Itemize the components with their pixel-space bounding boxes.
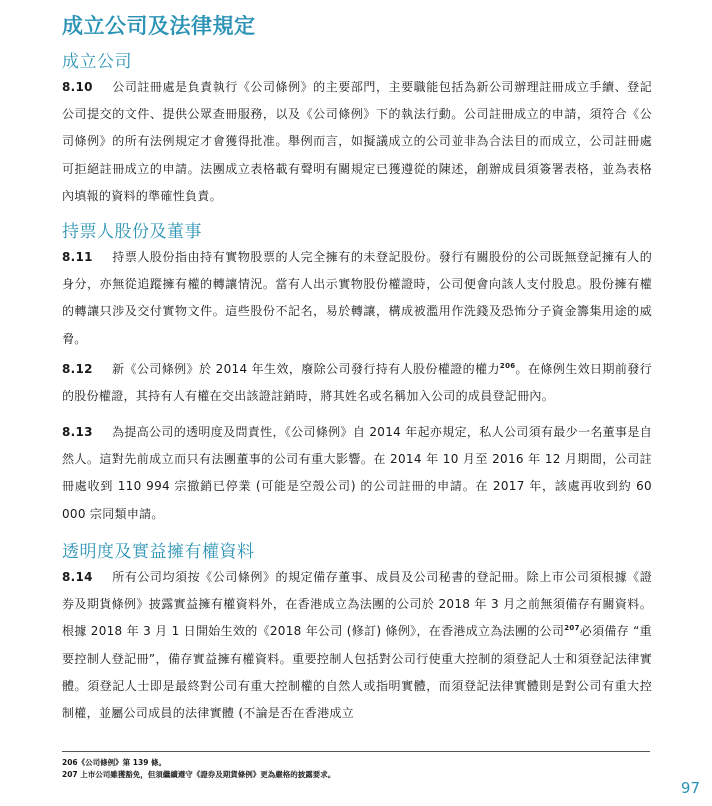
paragraph-number: 8.14 (62, 570, 93, 584)
paragraph-number: 8.10 (62, 80, 93, 94)
paragraph-text-cont: 必須備存 “重要控制人登記冊”，備存實益擁有權資料。重要控制人包括對公司行使重大控制的須登記人士和須登記法律實體。須登記人士即是最終對公司有重大控制權的自然人或指明實體，而須登記法律實體則是對公司有重大控制權，並屬公司成員的法律實體 (不論是否在香港成立 (62, 624, 652, 721)
section-heading-transparency: 透明度及實益擁有權資料 (62, 542, 255, 562)
paragraph-number: 8.11 (62, 250, 93, 264)
footnote-206: 206《公司條例》第 139 條。 (62, 758, 167, 767)
section-heading-bearer-shares: 持票人股份及董事 (62, 222, 202, 242)
footnote-ref-206: 206 (499, 362, 516, 370)
paragraph-8-12 (62, 356, 652, 410)
footnote-ref-207: 207 (564, 624, 580, 633)
paragraph-text-cont: 。在條例生效日期前發行的股份權證，其持有人有權在交出該證註銷時，將其姓名或名稱加入公司的成員登記冊內。 (62, 362, 652, 404)
paragraph-text: 所有公司均須按《公司條例》的規定備存董事、成員及公司秘書的登記冊。除上市公司須根據《證券及期貨條例》披露實益擁有權資料外，在香港成立為法團的公司於 2018 年 3 月之前無須備存有關資料。根據 2018 年 3 月 1 日開始生效的《2018 年公司 (修訂) 條例》，在香港成立為法團的公司 (62, 570, 652, 639)
paragraph-number: 8.12 (62, 362, 93, 376)
paragraph-8-14 (62, 564, 652, 727)
paragraph-8-11 (62, 244, 652, 353)
paragraph-number: 8.13 (62, 425, 93, 439)
paragraph-text: 公司註冊處是負責執行《公司條例》的主要部門，主要職能包括為新公司辦理註冊成立手續、登記公司提交的文件、提供公眾查冊服務，以及《公司條例》下的執法行動。公司註冊成立的申請，須符合《公司條例》的所有法例規定才會獲得批准。舉例而言，如擬議成立的公司並非為合法目的而成立，公司註冊處可拒絕註冊成立的申請。法團成立表格載有聲明有關規定已獲遵從的陳述，創辦成員須簽署表格，並為表格內填報的資料的準確性負責。 (62, 80, 652, 203)
paragraph-text: 為提高公司的透明度及問責性，《公司條例》自 2014 年起亦規定，私人公司須有最少一名董事是自然人。這對先前成立而只有法團董事的公司有重大影響。在 2014 年 10 月至 2016 年 12 月期間，公司註冊處收到 110 994 宗撤銷已停業 (可能是空殼公司) 的公司註冊的申請。在 2017 年，該處再收到約 60 000 宗同類申請。 (62, 425, 652, 521)
page-number: 97 (680, 779, 700, 797)
page-title: 成立公司及法律規定 (62, 14, 256, 38)
paragraph-8-13 (62, 419, 652, 528)
paragraph-text: 新《公司條例》於 2014 年生效，廢除公司發行持有人股份權證的權力 (112, 362, 500, 376)
paragraph-text: 持票人股份指由持有實物股票的人完全擁有的未登記股份。發行有關股份的公司既無登記擁有人的身分，亦無從追蹤擁有權的轉讓情況。當有人出示實物股份權證時，公司便會向該人支付股息。股份擁有權的轉讓只涉及交付實物文件。這些股份不記名，易於轉讓，構成被濫用作洗錢及恐怖分子資金籌集用途的威脅。 (62, 250, 652, 346)
footnote-divider (62, 751, 650, 752)
footnote-207: 207 上市公司雖獲豁免，但須繼續遵守《證券及期貨條例》更為嚴格的披露要求。 (62, 770, 336, 779)
paragraph-8-10 (62, 74, 652, 210)
section-heading-company-formation: 成立公司 (62, 52, 132, 72)
